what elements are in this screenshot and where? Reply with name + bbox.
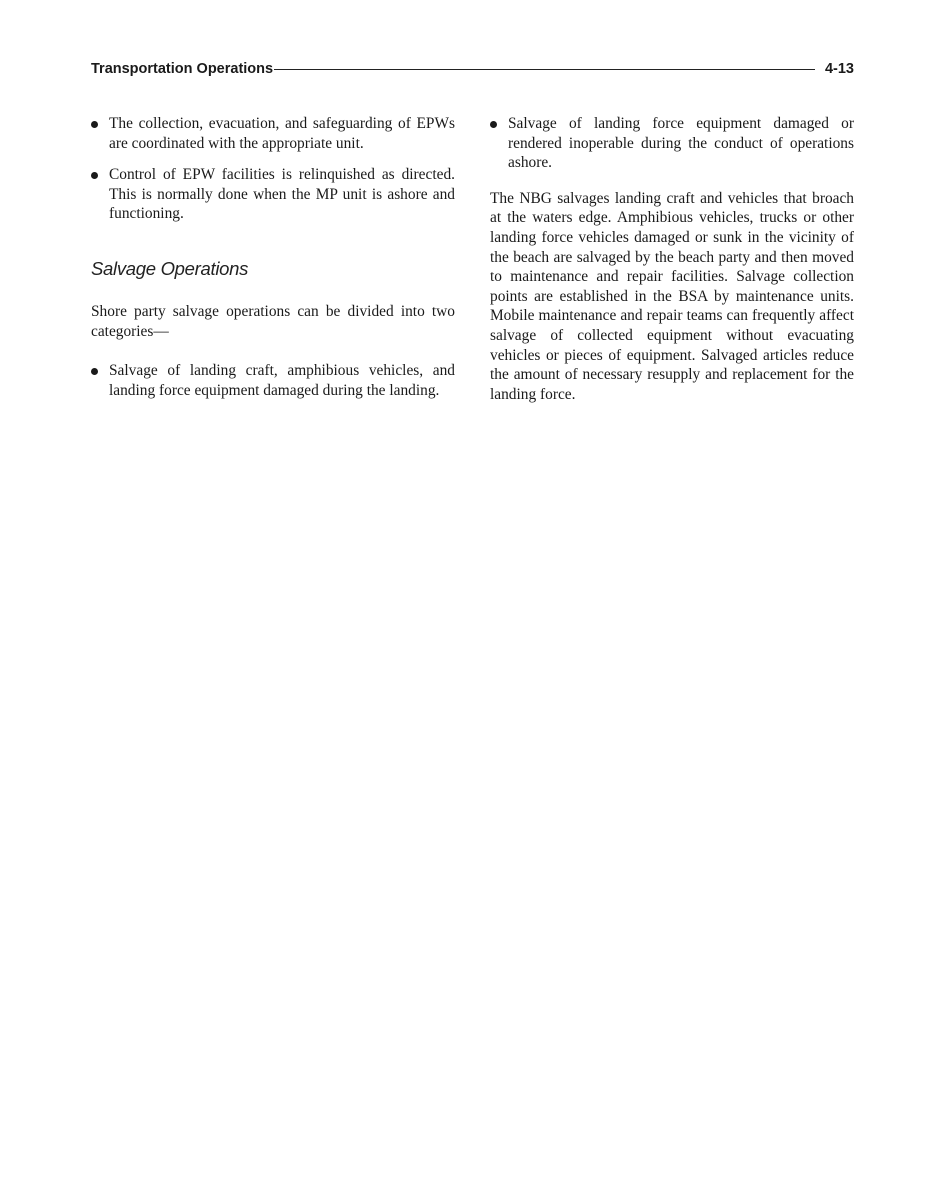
section-heading: Salvage Operations (91, 257, 249, 279)
header-rule (274, 69, 815, 70)
bullet-text: Salvage of landing force equipment damaged or rendered inoperable during the conduct of operations ashore. (508, 115, 854, 172)
bullet-text: The collection, evacuation, and safeguarding of EPWs are coordinated with the appropriate unit. (109, 115, 455, 152)
bullet-item (91, 165, 455, 224)
bullet-icon (91, 368, 98, 375)
bullet-item (490, 114, 854, 173)
right-column (490, 114, 854, 404)
bullet-icon (490, 121, 497, 128)
bullet-icon (91, 172, 98, 179)
bullet-item (91, 114, 455, 153)
bullet-icon (91, 121, 98, 128)
bullet-text: Salvage of landing craft, amphibious vehicles, and landing force equipment damaged during the landing. (109, 362, 455, 399)
bullet-item (91, 361, 455, 400)
page-header (91, 59, 854, 79)
page-number: 4-13 (824, 61, 854, 77)
intro-paragraph: Shore party salvage operations can be divided into two categories— (91, 302, 455, 340)
bullet-text: Control of EPW facilities is relinquished as directed. This is normally done when the MP unit is ashore and functioning. (109, 166, 455, 223)
header-title: Transportation Operations (91, 61, 274, 77)
body-paragraph: The NBG salvages landing craft and vehicles that broach at the waters edge. Amphibious vehicles, trucks or other landing force vehicles damaged or sunk in the vicinity of the beach are salvaged by the beach party and then moved to maintenance and repair facilities. Salvage collection points are established in the BSA by maintenance units. Mobile maintenance and repair teams can frequently affect salvage of collected equipment without evacuating vehicles or pieces of equipment. Salvaged articles reduce the amount of necessary resupply and replacement for the landing force. (490, 189, 854, 403)
left-column (91, 114, 455, 400)
